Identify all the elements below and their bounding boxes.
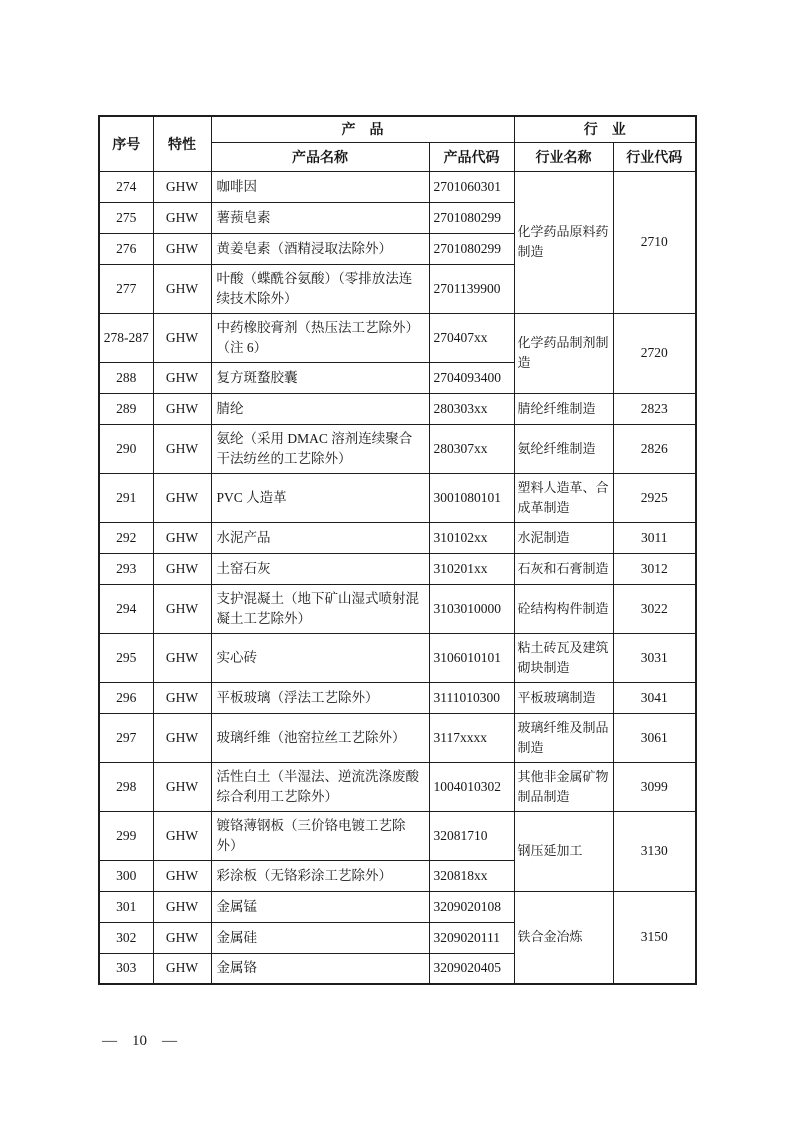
row-product-code-cell: 3209020405 <box>429 953 514 984</box>
row-industry-code-cell: 3061 <box>613 713 696 762</box>
row-attr-cell: GHW <box>153 682 211 713</box>
row-product-name-cell: 玻璃纤维（池窑拉丝工艺除外） <box>211 713 429 762</box>
footer-dash-right: — <box>162 1033 177 1049</box>
row-industry-name-cell: 砼结构构件制造 <box>514 584 613 633</box>
row-industry-name-cell: 玻璃纤维及制品制造 <box>514 713 613 762</box>
table-body <box>99 171 696 984</box>
row-product-code-cell: 2701060301 <box>429 171 514 202</box>
row-product-name-cell: 金属硅 <box>211 922 429 953</box>
row-industry-name-cell: 腈纶纤维制造 <box>514 393 613 424</box>
row-seq-cell: 297 <box>99 713 153 762</box>
row-industry-name-cell: 平板玻璃制造 <box>514 682 613 713</box>
row-attr-cell: GHW <box>153 762 211 811</box>
row-industry-code-cell: 3130 <box>613 811 696 891</box>
row-seq-cell: 303 <box>99 953 153 984</box>
row-product-code-cell: 2701080299 <box>429 202 514 233</box>
row-industry-name-cell: 其他非金属矿物制品制造 <box>514 762 613 811</box>
row-seq-cell: 274 <box>99 171 153 202</box>
row-seq-cell: 289 <box>99 393 153 424</box>
row-industry-code-cell: 2925 <box>613 473 696 522</box>
row-industry-code-cell: 3041 <box>613 682 696 713</box>
row-product-name-cell: 咖啡因 <box>211 171 429 202</box>
row-seq-cell: 300 <box>99 860 153 891</box>
row-industry-code-cell: 2823 <box>613 393 696 424</box>
row-industry-name-cell: 氨纶纤维制造 <box>514 424 613 473</box>
table-row-301 <box>99 891 696 922</box>
row-product-code-cell: 2701080299 <box>429 233 514 264</box>
row-seq-cell: 294 <box>99 584 153 633</box>
row-product-name-cell: 水泥产品 <box>211 522 429 553</box>
row-seq-cell: 295 <box>99 633 153 682</box>
table-row-299 <box>99 811 696 860</box>
row-seq-cell: 301 <box>99 891 153 922</box>
col-header-product-code: 产品代码 <box>429 142 514 171</box>
page-number: 10 <box>132 1033 147 1049</box>
col-header-product-group: 产 品 <box>211 116 514 142</box>
row-industry-code-cell: 3012 <box>613 553 696 584</box>
row-product-code-cell: 3111010300 <box>429 682 514 713</box>
row-product-code-cell: 1004010302 <box>429 762 514 811</box>
row-product-code-cell: 320818xx <box>429 860 514 891</box>
row-attr-cell: GHW <box>153 860 211 891</box>
row-attr-cell: GHW <box>153 264 211 313</box>
row-attr-cell: GHW <box>153 633 211 682</box>
table-header <box>99 116 696 171</box>
row-product-code-cell: 32081710 <box>429 811 514 860</box>
row-attr-cell: GHW <box>153 811 211 860</box>
row-industry-name-cell: 水泥制造 <box>514 522 613 553</box>
table-row-290 <box>99 424 696 473</box>
row-product-code-cell: 3001080101 <box>429 473 514 522</box>
table-row-274 <box>99 171 696 202</box>
row-product-name-cell: 叶酸（蝶酰谷氨酸）（零排放法连续技术除外） <box>211 264 429 313</box>
row-product-name-cell: 中药橡胶膏剂（热压法工艺除外）（注 6） <box>211 313 429 362</box>
row-product-code-cell: 3117xxxx <box>429 713 514 762</box>
row-product-name-cell: 活性白土（半湿法、逆流洗涤废酸综合利用工艺除外） <box>211 762 429 811</box>
row-seq-cell: 278-287 <box>99 313 153 362</box>
table-row-289 <box>99 393 696 424</box>
row-product-name-cell: 土窑石灰 <box>211 553 429 584</box>
row-product-code-cell: 310102xx <box>429 522 514 553</box>
row-product-code-cell: 3209020111 <box>429 922 514 953</box>
row-product-name-cell: 薯蓣皂素 <box>211 202 429 233</box>
row-attr-cell: GHW <box>153 393 211 424</box>
table-row-295 <box>99 633 696 682</box>
row-product-code-cell: 3106010101 <box>429 633 514 682</box>
row-product-name-cell: 复方斑蝥胶囊 <box>211 362 429 393</box>
row-industry-code-cell: 2720 <box>613 313 696 393</box>
row-product-name-cell: 镀铬薄钢板（三价铬电镀工艺除外） <box>211 811 429 860</box>
row-attr-cell: GHW <box>153 362 211 393</box>
row-product-name-cell: 氨纶（采用 DMAC 溶剂连续聚合干法纺丝的工艺除外） <box>211 424 429 473</box>
row-seq-cell: 277 <box>99 264 153 313</box>
col-header-attr: 特性 <box>153 116 211 171</box>
row-seq-cell: 299 <box>99 811 153 860</box>
row-attr-cell: GHW <box>153 424 211 473</box>
row-seq-cell: 291 <box>99 473 153 522</box>
footer-dash-left: — <box>102 1033 117 1049</box>
row-attr-cell: GHW <box>153 953 211 984</box>
row-seq-cell: 293 <box>99 553 153 584</box>
table-row-294 <box>99 584 696 633</box>
row-industry-code-cell: 3099 <box>613 762 696 811</box>
row-attr-cell: GHW <box>153 313 211 362</box>
row-industry-name-cell: 钢压延加工 <box>514 811 613 891</box>
row-attr-cell: GHW <box>153 171 211 202</box>
table-row-296 <box>99 682 696 713</box>
row-product-name-cell: 支护混凝土（地下矿山湿式喷射混凝土工艺除外） <box>211 584 429 633</box>
row-product-name-cell: 金属铬 <box>211 953 429 984</box>
table-row-278-287 <box>99 313 696 362</box>
row-seq-cell: 296 <box>99 682 153 713</box>
col-header-industry-group: 行 业 <box>514 116 696 142</box>
row-seq-cell: 276 <box>99 233 153 264</box>
row-industry-name-cell: 铁合金冶炼 <box>514 891 613 984</box>
row-attr-cell: GHW <box>153 922 211 953</box>
row-attr-cell: GHW <box>153 522 211 553</box>
row-industry-name-cell: 粘土砖瓦及建筑砌块制造 <box>514 633 613 682</box>
col-header-industry-name: 行业名称 <box>514 142 613 171</box>
row-attr-cell: GHW <box>153 473 211 522</box>
row-product-name-cell: 平板玻璃（浮法工艺除外） <box>211 682 429 713</box>
row-seq-cell: 290 <box>99 424 153 473</box>
row-product-name-cell: 腈纶 <box>211 393 429 424</box>
row-industry-code-cell: 3150 <box>613 891 696 984</box>
row-product-code-cell: 3209020108 <box>429 891 514 922</box>
row-attr-cell: GHW <box>153 553 211 584</box>
table-row-298 <box>99 762 696 811</box>
table-row-291 <box>99 473 696 522</box>
row-seq-cell: 302 <box>99 922 153 953</box>
row-product-code-cell: 3103010000 <box>429 584 514 633</box>
row-attr-cell: GHW <box>153 713 211 762</box>
row-seq-cell: 275 <box>99 202 153 233</box>
row-industry-name-cell: 化学药品原料药制造 <box>514 171 613 313</box>
row-industry-code-cell: 3022 <box>613 584 696 633</box>
page-footer <box>102 1033 177 1050</box>
table-row-292 <box>99 522 696 553</box>
row-seq-cell: 288 <box>99 362 153 393</box>
col-header-industry-code: 行业代码 <box>613 142 696 171</box>
row-product-code-cell: 280303xx <box>429 393 514 424</box>
row-product-name-cell: 彩涂板（无铬彩涂工艺除外） <box>211 860 429 891</box>
row-product-name-cell: 黄姜皂素（酒精浸取法除外） <box>211 233 429 264</box>
col-header-product-name: 产品名称 <box>211 142 429 171</box>
row-product-code-cell: 280307xx <box>429 424 514 473</box>
row-attr-cell: GHW <box>153 584 211 633</box>
row-industry-code-cell: 3011 <box>613 522 696 553</box>
row-product-code-cell: 2704093400 <box>429 362 514 393</box>
row-seq-cell: 292 <box>99 522 153 553</box>
row-industry-code-cell: 3031 <box>613 633 696 682</box>
row-product-name-cell: PVC 人造革 <box>211 473 429 522</box>
product-industry-table <box>98 115 697 985</box>
table-row-293 <box>99 553 696 584</box>
col-header-seq: 序号 <box>99 116 153 171</box>
row-product-name-cell: 金属锰 <box>211 891 429 922</box>
row-product-name-cell: 实心砖 <box>211 633 429 682</box>
row-industry-code-cell: 2710 <box>613 171 696 313</box>
row-product-code-cell: 2701139900 <box>429 264 514 313</box>
row-seq-cell: 298 <box>99 762 153 811</box>
row-attr-cell: GHW <box>153 891 211 922</box>
row-product-code-cell: 310201xx <box>429 553 514 584</box>
row-attr-cell: GHW <box>153 202 211 233</box>
row-industry-name-cell: 化学药品制剂制造 <box>514 313 613 393</box>
row-product-code-cell: 270407xx <box>429 313 514 362</box>
row-attr-cell: GHW <box>153 233 211 264</box>
row-industry-name-cell: 塑料人造革、合成革制造 <box>514 473 613 522</box>
table-row-297 <box>99 713 696 762</box>
row-industry-name-cell: 石灰和石膏制造 <box>514 553 613 584</box>
row-industry-code-cell: 2826 <box>613 424 696 473</box>
